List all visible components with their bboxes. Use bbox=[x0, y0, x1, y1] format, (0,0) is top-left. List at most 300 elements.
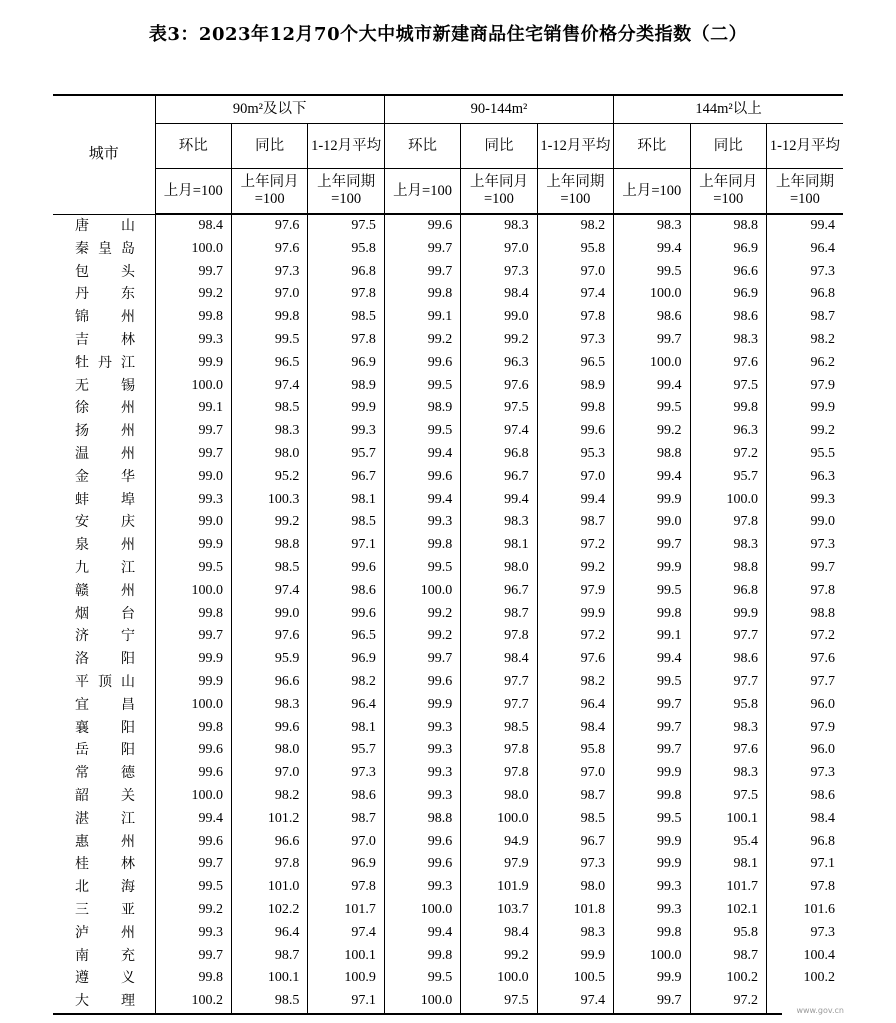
table-row bbox=[53, 238, 843, 261]
city-cell bbox=[53, 603, 155, 626]
index-value-cell: 99.6 bbox=[384, 853, 460, 876]
index-value-cell: 98.5 bbox=[308, 306, 384, 329]
base-header-prev-year-period: 上年同期=100 bbox=[766, 169, 843, 215]
index-value-cell: 100.0 bbox=[155, 694, 231, 717]
city-name: 吉林 bbox=[75, 331, 135, 348]
index-value-cell: 98.0 bbox=[231, 739, 307, 762]
index-value-cell: 96.7 bbox=[537, 831, 613, 854]
index-value-cell: 99.6 bbox=[384, 831, 460, 854]
index-value-cell: 98.3 bbox=[614, 214, 690, 238]
index-value-cell: 98.3 bbox=[461, 511, 537, 534]
index-value-cell: 99.9 bbox=[614, 762, 690, 785]
index-value-cell: 98.0 bbox=[537, 876, 613, 899]
table-row bbox=[53, 967, 843, 990]
city-name: 湛江 bbox=[75, 810, 135, 827]
index-value-cell: 97.9 bbox=[766, 375, 843, 398]
index-value-cell: 97.4 bbox=[231, 580, 307, 603]
index-value-cell: 99.3 bbox=[384, 739, 460, 762]
index-value-cell: 100.1 bbox=[231, 967, 307, 990]
index-value-cell: 99.2 bbox=[231, 511, 307, 534]
table-row bbox=[53, 214, 843, 238]
index-value-cell: 99.9 bbox=[614, 489, 690, 512]
index-value-cell: 101.9 bbox=[461, 876, 537, 899]
table-body bbox=[53, 214, 843, 1014]
index-value-cell: 99.4 bbox=[766, 214, 843, 238]
city-name: 常德 bbox=[75, 765, 135, 782]
index-value-cell: 96.6 bbox=[231, 671, 307, 694]
table-row bbox=[53, 420, 843, 443]
index-value-cell: 98.0 bbox=[231, 443, 307, 466]
city-column-header: 城市 bbox=[53, 95, 155, 214]
index-value-cell: 96.8 bbox=[461, 443, 537, 466]
index-value-cell: 97.5 bbox=[690, 375, 766, 398]
index-value-cell: 95.2 bbox=[231, 466, 307, 489]
index-value-cell: 99.7 bbox=[155, 443, 231, 466]
index-value-cell: 98.9 bbox=[537, 375, 613, 398]
table-row bbox=[53, 831, 843, 854]
index-value-cell: 98.6 bbox=[690, 306, 766, 329]
table-row bbox=[53, 694, 843, 717]
index-value-cell: 99.2 bbox=[614, 420, 690, 443]
table-row bbox=[53, 648, 843, 671]
index-value-cell: 96.3 bbox=[461, 352, 537, 375]
index-value-cell: 98.8 bbox=[766, 603, 843, 626]
index-value-cell: 99.3 bbox=[384, 511, 460, 534]
index-value-cell: 96.8 bbox=[690, 580, 766, 603]
index-value-cell: 99.9 bbox=[614, 967, 690, 990]
index-value-cell: 96.8 bbox=[766, 283, 843, 306]
index-value-cell: 97.3 bbox=[766, 922, 843, 945]
index-value-cell: 99.8 bbox=[384, 534, 460, 557]
index-value-cell: 97.6 bbox=[231, 625, 307, 648]
city-cell bbox=[53, 352, 155, 375]
index-value-cell: 99.7 bbox=[155, 625, 231, 648]
index-value-cell: 99.3 bbox=[155, 489, 231, 512]
city-name: 北海 bbox=[75, 879, 135, 896]
index-value-cell: 99.7 bbox=[384, 261, 460, 284]
index-value-cell: 95.8 bbox=[690, 922, 766, 945]
index-value-cell: 100.0 bbox=[384, 580, 460, 603]
index-value-cell: 99.9 bbox=[308, 397, 384, 420]
table-row bbox=[53, 853, 843, 876]
city-name: 襄阳 bbox=[75, 719, 135, 736]
index-value-cell: 102.2 bbox=[231, 899, 307, 922]
index-value-cell: 99.0 bbox=[461, 306, 537, 329]
index-value-cell: 97.3 bbox=[537, 853, 613, 876]
index-value-cell: 98.6 bbox=[690, 648, 766, 671]
index-value-cell: 97.6 bbox=[690, 352, 766, 375]
index-value-cell: 99.9 bbox=[537, 603, 613, 626]
index-value-cell: 99.5 bbox=[384, 375, 460, 398]
index-value-cell: 97.9 bbox=[766, 717, 843, 740]
index-value-cell: 96.9 bbox=[690, 238, 766, 261]
index-value-cell: 97.8 bbox=[461, 762, 537, 785]
city-cell bbox=[53, 808, 155, 831]
index-value-cell: 99.4 bbox=[537, 489, 613, 512]
index-value-cell: 99.8 bbox=[537, 397, 613, 420]
city-name: 惠州 bbox=[75, 833, 135, 850]
index-value-cell: 98.4 bbox=[155, 214, 231, 238]
index-value-cell: 99.5 bbox=[384, 967, 460, 990]
index-value-cell: 96.9 bbox=[308, 352, 384, 375]
index-value-cell: 97.4 bbox=[461, 420, 537, 443]
index-value-cell: 100.0 bbox=[461, 808, 537, 831]
index-value-cell: 99.6 bbox=[537, 420, 613, 443]
index-value-cell: 98.7 bbox=[537, 785, 613, 808]
index-value-cell: 99.3 bbox=[384, 876, 460, 899]
city-cell bbox=[53, 283, 155, 306]
sub-header-yoy: 同比 bbox=[231, 124, 307, 169]
index-value-cell: 97.1 bbox=[766, 853, 843, 876]
index-value-cell: 99.4 bbox=[614, 466, 690, 489]
index-value-cell: 98.3 bbox=[690, 717, 766, 740]
group-header-small: 90m²及以下 bbox=[155, 95, 384, 124]
index-value-cell: 97.6 bbox=[231, 238, 307, 261]
index-value-cell: 95.8 bbox=[537, 238, 613, 261]
table-row bbox=[53, 739, 843, 762]
city-name: 蚌埠 bbox=[75, 491, 135, 508]
index-value-cell: 98.9 bbox=[384, 397, 460, 420]
index-value-cell: 98.8 bbox=[690, 557, 766, 580]
index-value-cell: 100.0 bbox=[155, 580, 231, 603]
city-cell bbox=[53, 945, 155, 968]
index-value-cell: 98.7 bbox=[308, 808, 384, 831]
table-row bbox=[53, 603, 843, 626]
index-value-cell: 97.5 bbox=[690, 785, 766, 808]
index-value-cell: 99.8 bbox=[155, 967, 231, 990]
index-value-cell: 99.7 bbox=[155, 261, 231, 284]
index-value-cell: 98.2 bbox=[537, 671, 613, 694]
index-value-cell: 96.3 bbox=[690, 420, 766, 443]
index-value-cell: 95.8 bbox=[690, 694, 766, 717]
index-value-cell: 97.3 bbox=[766, 762, 843, 785]
city-name: 遵义 bbox=[75, 970, 135, 987]
index-value-cell: 98.5 bbox=[231, 397, 307, 420]
city-name: 烟台 bbox=[75, 605, 135, 622]
table-row bbox=[53, 375, 843, 398]
index-value-cell: 97.6 bbox=[461, 375, 537, 398]
base-header-prev-month: 上月=100 bbox=[384, 169, 460, 215]
index-value-cell: 99.8 bbox=[614, 603, 690, 626]
index-value-cell: 99.5 bbox=[614, 261, 690, 284]
index-value-cell: 96.8 bbox=[766, 831, 843, 854]
index-value-cell: 96.7 bbox=[461, 580, 537, 603]
index-value-cell: 101.7 bbox=[690, 876, 766, 899]
city-name: 温州 bbox=[75, 445, 135, 462]
index-value-cell: 96.7 bbox=[461, 466, 537, 489]
index-value-cell: 99.3 bbox=[614, 899, 690, 922]
index-value-cell: 98.5 bbox=[308, 511, 384, 534]
index-value-cell: 99.3 bbox=[766, 489, 843, 512]
index-value-cell: 99.6 bbox=[384, 671, 460, 694]
table-row bbox=[53, 397, 843, 420]
index-value-cell: 98.9 bbox=[308, 375, 384, 398]
city-name: 桂林 bbox=[75, 856, 135, 873]
index-value-cell: 100.0 bbox=[461, 967, 537, 990]
city-cell bbox=[53, 831, 155, 854]
page-title: 表3：2023年12月70个大中城市新建商品住宅销售价格分类指数（二） bbox=[148, 24, 748, 45]
index-value-cell: 97.0 bbox=[308, 831, 384, 854]
city-cell bbox=[53, 739, 155, 762]
city-name: 泸州 bbox=[75, 924, 135, 941]
index-value-cell: 97.3 bbox=[766, 534, 843, 557]
city-cell bbox=[53, 443, 155, 466]
index-value-cell: 97.7 bbox=[461, 694, 537, 717]
sub-header-avg: 1-12月平均 bbox=[537, 124, 613, 169]
index-value-cell: 95.7 bbox=[308, 739, 384, 762]
index-value-cell: 96.5 bbox=[537, 352, 613, 375]
city-name: 秦皇岛 bbox=[75, 240, 135, 257]
table-row bbox=[53, 876, 843, 899]
index-value-cell: 100.1 bbox=[690, 808, 766, 831]
index-value-cell: 99.5 bbox=[614, 808, 690, 831]
table-row bbox=[53, 671, 843, 694]
city-cell bbox=[53, 375, 155, 398]
index-value-cell: 99.6 bbox=[155, 831, 231, 854]
city-cell bbox=[53, 329, 155, 352]
sub-header-avg: 1-12月平均 bbox=[766, 124, 843, 169]
index-value-cell: 102.1 bbox=[690, 899, 766, 922]
index-value-cell: 98.3 bbox=[231, 694, 307, 717]
table-row bbox=[53, 717, 843, 740]
index-value-cell: 99.4 bbox=[384, 489, 460, 512]
index-value-cell: 97.0 bbox=[461, 238, 537, 261]
index-value-cell: 97.4 bbox=[308, 922, 384, 945]
index-value-cell: 99.1 bbox=[614, 625, 690, 648]
index-value-cell: 99.0 bbox=[231, 603, 307, 626]
city-cell bbox=[53, 214, 155, 238]
index-value-cell: 98.6 bbox=[766, 785, 843, 808]
table-row bbox=[53, 762, 843, 785]
index-value-cell: 97.2 bbox=[537, 534, 613, 557]
city-name: 唐山 bbox=[75, 217, 135, 234]
index-value-cell: 98.7 bbox=[461, 603, 537, 626]
index-value-cell: 98.8 bbox=[614, 443, 690, 466]
city-name: 三亚 bbox=[75, 901, 135, 918]
index-value-cell: 99.3 bbox=[308, 420, 384, 443]
city-name: 扬州 bbox=[75, 423, 135, 440]
city-name: 洛阳 bbox=[75, 651, 135, 668]
index-value-cell: 98.0 bbox=[461, 557, 537, 580]
table-row bbox=[53, 511, 843, 534]
index-value-cell: 99.9 bbox=[155, 648, 231, 671]
sub-header-mom: 环比 bbox=[384, 124, 460, 169]
index-value-cell: 95.9 bbox=[231, 648, 307, 671]
index-value-cell: 99.8 bbox=[155, 603, 231, 626]
index-value-cell: 98.4 bbox=[461, 648, 537, 671]
index-value-cell: 99.7 bbox=[384, 648, 460, 671]
index-value-cell: 95.7 bbox=[690, 466, 766, 489]
index-value-cell: 98.5 bbox=[231, 557, 307, 580]
city-name: 南充 bbox=[75, 947, 135, 964]
index-value-cell: 99.5 bbox=[614, 671, 690, 694]
table-row bbox=[53, 306, 843, 329]
index-value-cell: 100.3 bbox=[231, 489, 307, 512]
index-value-cell: 99.9 bbox=[614, 557, 690, 580]
index-value-cell: 98.2 bbox=[231, 785, 307, 808]
city-cell bbox=[53, 557, 155, 580]
index-value-cell: 99.3 bbox=[614, 876, 690, 899]
index-value-cell: 97.0 bbox=[537, 466, 613, 489]
base-header-prev-year-period: 上年同期=100 bbox=[537, 169, 613, 215]
index-value-cell: 99.9 bbox=[614, 853, 690, 876]
index-value-cell: 100.5 bbox=[537, 967, 613, 990]
index-value-cell: 99.3 bbox=[155, 329, 231, 352]
index-value-cell: 100.0 bbox=[614, 352, 690, 375]
index-value-cell: 96.6 bbox=[690, 261, 766, 284]
index-value-cell: 98.4 bbox=[537, 717, 613, 740]
index-value-cell: 99.9 bbox=[537, 945, 613, 968]
index-value-cell: 99.6 bbox=[308, 557, 384, 580]
index-value-cell: 97.7 bbox=[690, 625, 766, 648]
index-value-cell: 99.6 bbox=[155, 762, 231, 785]
index-value-cell: 99.2 bbox=[384, 603, 460, 626]
index-value-cell: 99.7 bbox=[155, 945, 231, 968]
index-value-cell: 97.2 bbox=[766, 625, 843, 648]
city-name: 丹东 bbox=[75, 286, 135, 303]
index-value-cell: 97.8 bbox=[308, 329, 384, 352]
index-value-cell: 99.2 bbox=[537, 557, 613, 580]
index-value-cell: 97.4 bbox=[537, 990, 613, 1014]
city-name: 岳阳 bbox=[75, 742, 135, 759]
index-value-cell: 98.3 bbox=[690, 534, 766, 557]
city-cell bbox=[53, 466, 155, 489]
index-value-cell: 99.4 bbox=[384, 443, 460, 466]
index-value-cell: 95.8 bbox=[308, 238, 384, 261]
city-name: 徐州 bbox=[75, 400, 135, 417]
index-value-cell: 99.0 bbox=[614, 511, 690, 534]
index-value-cell: 96.6 bbox=[231, 831, 307, 854]
table-row bbox=[53, 785, 843, 808]
index-value-cell: 98.6 bbox=[308, 785, 384, 808]
table-row bbox=[53, 922, 843, 945]
city-name: 金华 bbox=[75, 468, 135, 485]
index-value-cell: 96.7 bbox=[308, 466, 384, 489]
index-value-cell: 100.9 bbox=[308, 967, 384, 990]
index-value-cell: 99.0 bbox=[155, 466, 231, 489]
index-value-cell: 98.1 bbox=[308, 489, 384, 512]
index-value-cell: 99.9 bbox=[155, 671, 231, 694]
city-name: 牡丹江 bbox=[75, 354, 135, 371]
price-index-table bbox=[53, 94, 843, 1015]
sub-header-avg: 1-12月平均 bbox=[308, 124, 384, 169]
index-value-cell: 97.2 bbox=[537, 625, 613, 648]
index-value-cell: 100.0 bbox=[614, 283, 690, 306]
index-value-cell: 96.3 bbox=[766, 466, 843, 489]
city-cell bbox=[53, 785, 155, 808]
index-value-cell: 99.8 bbox=[155, 717, 231, 740]
city-cell bbox=[53, 990, 155, 1014]
index-value-cell: 99.5 bbox=[614, 397, 690, 420]
index-value-cell: 99.8 bbox=[384, 283, 460, 306]
index-value-cell: 97.8 bbox=[461, 625, 537, 648]
base-header-prev-year-month: 上年同月=100 bbox=[461, 169, 537, 215]
index-value-cell: 98.3 bbox=[461, 214, 537, 238]
city-cell bbox=[53, 625, 155, 648]
city-name: 大理 bbox=[75, 993, 135, 1010]
index-value-cell: 97.5 bbox=[308, 214, 384, 238]
index-value-cell: 99.5 bbox=[231, 329, 307, 352]
index-value-cell: 96.9 bbox=[690, 283, 766, 306]
index-value-cell: 97.3 bbox=[766, 261, 843, 284]
group-header-large: 144m²以上 bbox=[614, 95, 843, 124]
table-row bbox=[53, 261, 843, 284]
index-value-cell: 99.4 bbox=[155, 808, 231, 831]
index-value-cell: 99.7 bbox=[384, 238, 460, 261]
city-cell bbox=[53, 762, 155, 785]
index-value-cell: 96.9 bbox=[308, 648, 384, 671]
index-value-cell: 100.0 bbox=[690, 489, 766, 512]
index-value-cell: 99.8 bbox=[155, 306, 231, 329]
index-value-cell: 96.5 bbox=[308, 625, 384, 648]
table-row bbox=[53, 352, 843, 375]
index-value-cell: 99.2 bbox=[766, 420, 843, 443]
index-value-cell: 99.7 bbox=[766, 557, 843, 580]
index-value-cell: 98.5 bbox=[461, 717, 537, 740]
index-value-cell: 99.3 bbox=[384, 762, 460, 785]
index-value-cell: 99.2 bbox=[461, 329, 537, 352]
index-value-cell: 99.6 bbox=[384, 214, 460, 238]
index-value-cell: 99.5 bbox=[384, 420, 460, 443]
index-value-cell: 97.5 bbox=[461, 397, 537, 420]
index-value-cell: 99.4 bbox=[614, 648, 690, 671]
index-value-cell: 99.7 bbox=[155, 853, 231, 876]
index-value-cell: 99.0 bbox=[155, 511, 231, 534]
index-value-cell: 100.1 bbox=[308, 945, 384, 968]
table-row bbox=[53, 625, 843, 648]
index-value-cell: 95.4 bbox=[690, 831, 766, 854]
table-row bbox=[53, 443, 843, 466]
index-value-cell: 97.9 bbox=[537, 580, 613, 603]
index-value-cell: 99.7 bbox=[614, 534, 690, 557]
index-value-cell: 100.0 bbox=[155, 785, 231, 808]
table-row bbox=[53, 283, 843, 306]
index-value-cell: 97.8 bbox=[766, 580, 843, 603]
index-value-cell: 97.8 bbox=[308, 283, 384, 306]
sub-header-yoy: 同比 bbox=[690, 124, 766, 169]
index-value-cell: 98.1 bbox=[461, 534, 537, 557]
index-value-cell: 97.0 bbox=[231, 283, 307, 306]
city-cell bbox=[53, 717, 155, 740]
index-value-cell: 97.2 bbox=[690, 990, 766, 1014]
index-value-cell: 97.8 bbox=[537, 306, 613, 329]
index-value-cell: 99.1 bbox=[155, 397, 231, 420]
sub-header-yoy: 同比 bbox=[461, 124, 537, 169]
index-value-cell: 96.2 bbox=[766, 352, 843, 375]
index-value-cell: 100.2 bbox=[766, 967, 843, 990]
index-value-cell: 99.7 bbox=[614, 990, 690, 1014]
index-value-cell: 98.7 bbox=[690, 945, 766, 968]
index-value-cell: 98.6 bbox=[308, 580, 384, 603]
index-value-cell: 101.8 bbox=[537, 899, 613, 922]
index-value-cell: 99.1 bbox=[384, 306, 460, 329]
base-header-prev-month: 上月=100 bbox=[155, 169, 231, 215]
index-value-cell: 96.4 bbox=[231, 922, 307, 945]
table-row bbox=[53, 945, 843, 968]
index-value-cell: 99.8 bbox=[614, 922, 690, 945]
index-value-cell: 97.8 bbox=[766, 876, 843, 899]
index-value-cell: 95.7 bbox=[308, 443, 384, 466]
index-value-cell: 97.1 bbox=[308, 534, 384, 557]
index-value-cell: 98.8 bbox=[384, 808, 460, 831]
sub-header-mom: 环比 bbox=[614, 124, 690, 169]
city-name: 泉州 bbox=[75, 537, 135, 554]
index-value-cell: 97.6 bbox=[766, 648, 843, 671]
index-value-cell: 99.5 bbox=[155, 876, 231, 899]
index-value-cell: 100.0 bbox=[155, 238, 231, 261]
city-name: 宜昌 bbox=[75, 696, 135, 713]
index-value-cell: 97.7 bbox=[766, 671, 843, 694]
